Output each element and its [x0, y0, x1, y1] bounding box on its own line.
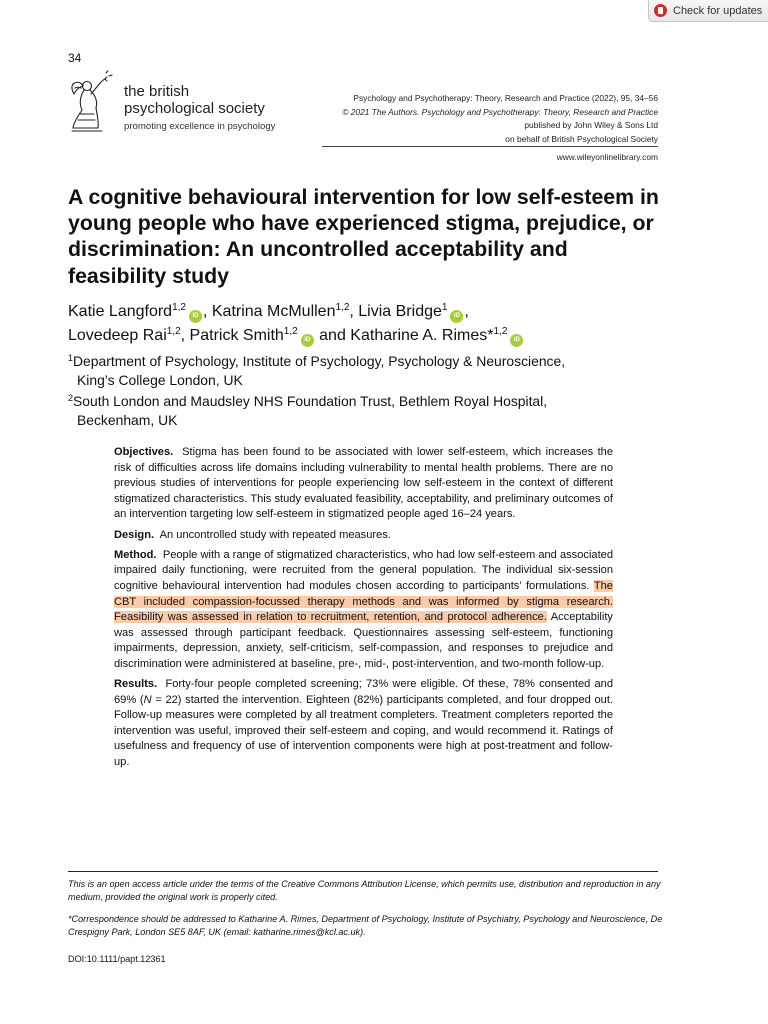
author-affiliation-sup: 1,2 [166, 326, 181, 337]
abstract-objectives [114, 445, 613, 523]
objectives-heading: Objectives. [114, 446, 174, 458]
author-name: Lovedeep Rai [68, 327, 167, 344]
journal-copyright: © 2021 The Authors. Psychology and Psychotherapy: Theory, Research and Practice [342, 106, 658, 117]
author-separator: , [464, 303, 469, 320]
affiliation-2-line-2: Beckenham, UK [77, 412, 178, 428]
doi[interactable]: DOI:10.1111/papt.12361 [68, 954, 166, 964]
psyche-figure-icon [68, 70, 122, 136]
orcid-icon[interactable]: iD [450, 310, 463, 323]
author-affiliation-sup: 1,2 [283, 326, 298, 337]
abstract [114, 445, 613, 775]
method-heading: Method. [114, 548, 157, 561]
journal-publisher: published by John Wiley & Sons Ltd [524, 120, 658, 131]
article-title: A cognitive behavioural intervention for low self-esteem in young people who have experienced stigma, prejudice, or discrimination: An uncontrolled acceptability and feasibility study [68, 185, 659, 288]
footnote-divider [68, 871, 658, 872]
method-highlighted-text[interactable]: The CBT included compassion-focussed therapy methods and was informed by stigma research. Feasibility was assessed in relation to recruitment, retention, and protocol adherence. [114, 579, 613, 624]
license-footnote: This is an open access article under the terms of the Creative Commons Attribution License, which permits use, distribution and reproduction in any medium, provided the original work is properly cited. [68, 879, 661, 903]
author-separator: , [180, 327, 190, 344]
page-number: 34 [68, 51, 82, 65]
affiliation-2-line-1: South London and Maudsley NHS Foundation Trust, Bethlem Royal Hospital, [73, 393, 548, 409]
author-affiliation-sup: 1 [441, 302, 448, 313]
affiliation-1-number: 1 [68, 353, 74, 363]
logo-tagline: promoting excellence in psychology [124, 121, 276, 132]
affiliation-1-line-1: Department of Psychology, Institute of Psychology, Psychology & Neuroscience, [73, 353, 566, 369]
affiliation-1-line-2: King’s College London, UK [77, 372, 243, 388]
author-name: Katrina McMullen [211, 303, 336, 320]
design-heading: Design. [114, 528, 155, 541]
objectives-text: Stigma has been found to be associated with lower self-esteem, which increases the risk of difficulties across life domains including vulnerability to mental health problems. There are no previous studies of interventions for people experiencing low self-esteem in the context of different stigmatized characteristics. This study evaluated feasibility, acceptability, and preliminary outcomes of an intervention targeting low self-esteem in stigmatized people aged 16–24 years. [114, 446, 614, 521]
method-text-before: People with a range of stigmatized characteristics, who had low self-esteem and associated impaired daily functioning, were recruited from the general population. The individual six-session cognitive behavioural intervention had modules chosen according to participants’ formulations. [114, 548, 613, 592]
affiliation-2-number: 2 [68, 393, 74, 403]
author-separator: , [202, 303, 212, 320]
orcid-icon[interactable]: iD [189, 310, 202, 323]
author-name: Katharine A. Rimes* [350, 327, 494, 344]
abstract-results [114, 677, 613, 771]
logo-line-1: the british [124, 83, 190, 100]
affiliation-2 [68, 392, 668, 430]
author-separator: , [349, 303, 359, 320]
correspondence-footnote: *Correspondence should be addressed to Katharine A. Rimes, Department of Psychology, Institute of Psychiatry, Psychology and Neuroscience, De Crespigny Park, London SE5 8AF, UK (email: katharine.rimes@kcl.ac.uk). [68, 914, 663, 938]
results-text-a: Forty-four people completed screening; 73% were eligible. Of these, 78% consented and 69% ( [114, 678, 613, 706]
journal-citation: Psychology and Psychotherapy: Theory, Research and Practice (2022), 95, 34–56 [353, 93, 658, 103]
results-text-b: = 22) started the intervention. Eighteen (82%) participants completed, and four dropped out. Follow-up measures were completed by all treatment completers. Treatment completers reported the intervention was useful, improved their self-esteem and coping, and would recommend it. Ratings of usefulness and frequency of use of intervention components were high at post-treatment and follow-up. [114, 693, 613, 769]
logo-line-2: psychological society [124, 100, 265, 117]
author-name: Livia Bridge [358, 303, 442, 320]
check-for-updates-label: Check for updates [673, 4, 763, 17]
journal-website-link[interactable]: www.wileyonlinelibrary.com [556, 152, 658, 162]
author-affiliation-sup: 1,2 [335, 302, 350, 313]
author-name: Patrick Smith [189, 327, 284, 344]
bps-logo [68, 70, 308, 136]
journal-society: on behalf of British Psychological Society [505, 133, 658, 144]
abstract-method [114, 548, 613, 673]
abstract-design [114, 528, 613, 544]
crossmark-icon [654, 4, 667, 17]
results-heading: Results. [114, 678, 158, 691]
author-list [68, 300, 668, 348]
author-affiliation-sup: 1,2 [493, 326, 508, 337]
method-text-after: Acceptability was assessed through participant feedback. Questionnaires assessing self-esteem, functioning impairments, depression, anxiety, self-criticism, self-compassion, and responses to prejudice and discrimination were administered at baseline, pre-, mid-, post-intervention, and two-month follow-up. [114, 611, 613, 670]
orcid-icon[interactable]: iD [510, 334, 523, 347]
results-n-symbol: N [143, 693, 152, 706]
orcid-icon[interactable]: iD [301, 334, 314, 347]
design-text: An uncontrolled study with repeated measures. [159, 528, 391, 541]
author-separator: and [314, 327, 351, 344]
affiliation-1 [68, 352, 668, 390]
author-name: Katie Langford [68, 303, 173, 320]
header-divider [322, 146, 658, 147]
check-for-updates-button[interactable] [648, 0, 768, 22]
author-affiliation-sup: 1,2 [172, 302, 186, 313]
journal-info [342, 92, 658, 146]
